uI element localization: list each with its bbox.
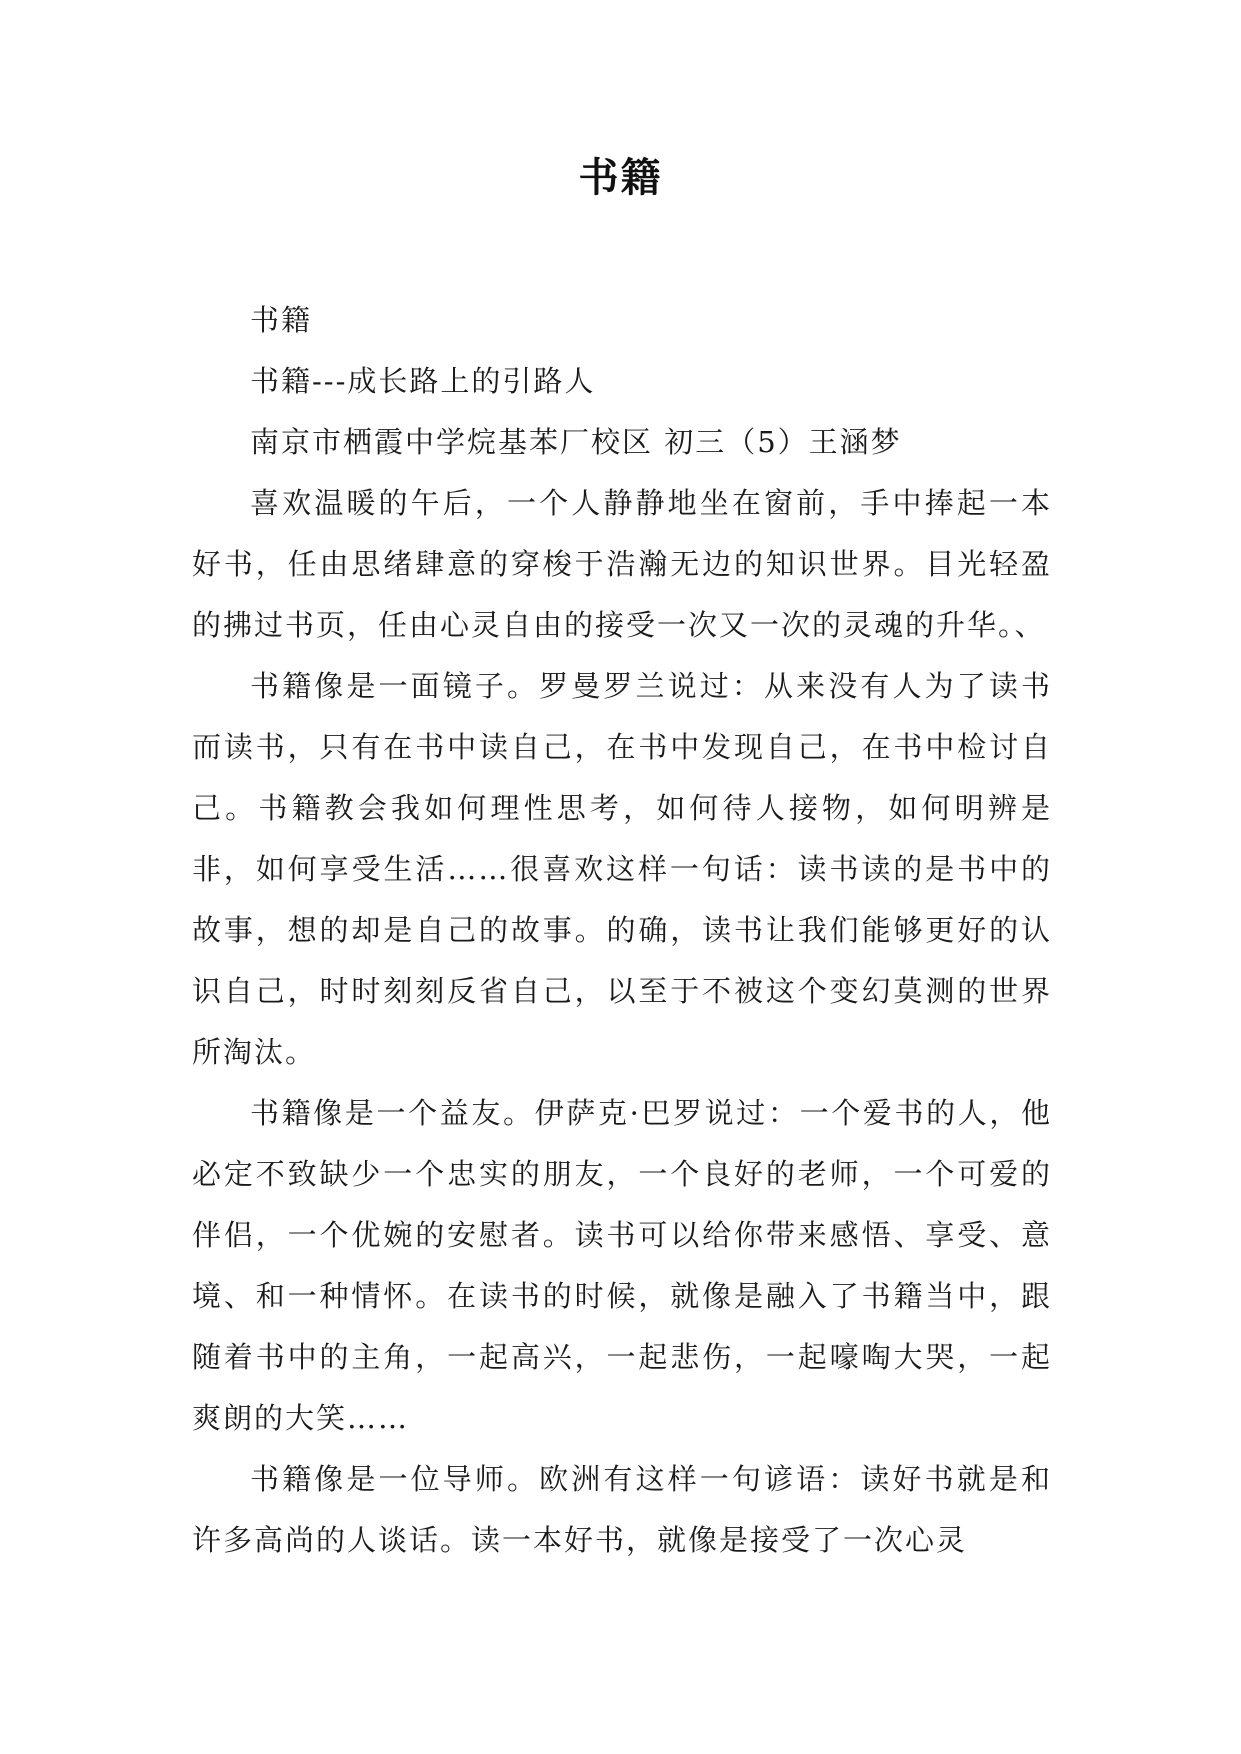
paragraph-mirror: 书籍像是一面镜子。罗曼罗兰说过：从来没有人为了读书而读书，只有在书中读自己，在书中发现自己，在书中检讨自己。书籍教会我如何理性思考，如何待人接物，如何明辨是非，如何享受生活……很喜欢这样一句话：读书读的是书中的故事，想的却是自己的故事。的确，读书让我们能够更好的认识自己，时时刻刻反省自己，以至于不被这个变幻莫测的世界所淘汰。 <box>192 669 1052 1069</box>
paragraph-heading: 书籍 <box>250 303 313 337</box>
paragraph-friend: 书籍像是一个益友。伊萨克·巴罗说过：一个爱书的人，他必定不致缺少一个忠实的朋友，一个良好的老师，一个可爱的伴侣，一个优婉的安慰者。读书可以给你带来感悟、享受、意境、和一种情怀。在读书的时候，就像是融入了书籍当中，跟随着书中的主角，一起高兴，一起悲伤，一起嚎啕大哭，一起爽朗的大笑…… <box>192 1096 1052 1435</box>
paragraph-intro: 喜欢温暖的午后，一个人静静地坐在窗前，手中捧起一本好书，任由思绪肆意的穿梭于浩瀚无边的知识世界。目光轻盈的拂过书页，任由心灵自由的接受一次又一次的灵魂的升华。、 <box>192 486 1052 642</box>
paragraph-mentor: 书籍像是一位导师。欧洲有这样一句谚语：读好书就是和许多高尚的人谈话。读一本好书，就像是接受了一次心灵 <box>192 1462 1052 1557</box>
document-body <box>192 290 1052 1571</box>
document-title: 书籍 <box>578 155 663 201</box>
paragraph-author-line: 南京市栖霞中学烷基苯厂校区 初三（5）王涵梦 <box>250 425 902 459</box>
paragraph-subtitle: 书籍---成长路上的引路人 <box>250 364 596 398</box>
